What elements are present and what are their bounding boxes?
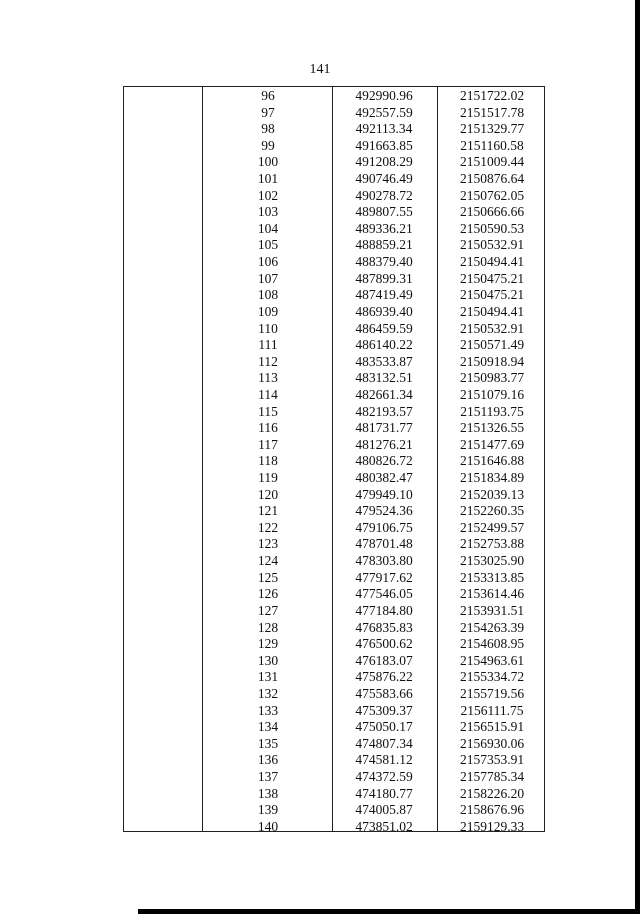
table-row	[0, 570, 640, 587]
table-row	[0, 138, 640, 155]
x-coordinate-cell: 479106.75	[355, 519, 413, 535]
y-coordinate-cell: 2156515.91	[459, 719, 525, 735]
y-coordinate-cell: 2154263.39	[459, 619, 525, 635]
x-coordinate-cell: 492557.59	[355, 104, 413, 120]
point-number-cell: 139	[257, 802, 279, 818]
x-coordinate-cell: 475876.22	[355, 669, 413, 685]
y-coordinate-cell: 2151009.44	[459, 154, 525, 170]
table-row	[0, 237, 640, 254]
page-number: 141	[309, 62, 331, 77]
x-coordinate-cell: 489807.55	[355, 204, 413, 220]
y-coordinate-cell: 2150571.49	[459, 337, 525, 353]
y-coordinate-cell: 2150494.41	[459, 303, 525, 319]
x-coordinate-cell: 481276.21	[355, 436, 413, 452]
y-coordinate-cell: 2151517.78	[459, 104, 525, 120]
x-coordinate-cell: 479949.10	[355, 486, 413, 502]
x-coordinate-cell: 476500.62	[355, 636, 413, 652]
table-row	[0, 453, 640, 470]
point-number-cell: 99	[261, 137, 275, 153]
x-coordinate-cell: 491208.29	[355, 154, 413, 170]
y-coordinate-cell: 2157785.34	[459, 768, 525, 784]
point-number-cell: 103	[257, 204, 279, 220]
point-number-cell: 131	[257, 669, 279, 685]
y-coordinate-cell: 2159129.33	[459, 818, 525, 834]
table-row	[0, 620, 640, 637]
table-row	[0, 703, 640, 720]
point-number-cell: 115	[258, 403, 278, 419]
x-coordinate-cell: 480826.72	[355, 453, 413, 469]
y-coordinate-cell: 2153614.46	[459, 586, 525, 602]
table-row	[0, 254, 640, 271]
table-row	[0, 354, 640, 371]
point-number-cell: 118	[258, 453, 278, 469]
point-number-cell: 105	[257, 237, 279, 253]
point-number-cell: 108	[257, 287, 279, 303]
point-number-cell: 135	[257, 735, 279, 751]
point-number-cell: 104	[257, 220, 279, 236]
point-number-cell: 110	[258, 320, 278, 336]
point-number-cell: 107	[257, 270, 279, 286]
table-row	[0, 287, 640, 304]
x-coordinate-cell: 479524.36	[355, 503, 413, 519]
table-row	[0, 470, 640, 487]
y-coordinate-cell: 2158676.96	[459, 802, 525, 818]
y-coordinate-cell: 2150666.66	[459, 204, 525, 220]
x-coordinate-cell: 489336.21	[355, 220, 413, 236]
point-number-cell: 121	[257, 503, 279, 519]
table-row	[0, 337, 640, 354]
table-row	[0, 171, 640, 188]
y-coordinate-cell: 2150918.94	[459, 353, 525, 369]
y-coordinate-cell: 2156111.75	[460, 702, 524, 718]
table-row	[0, 752, 640, 769]
y-coordinate-cell: 2150532.91	[459, 237, 525, 253]
table-row	[0, 653, 640, 670]
point-number-cell: 119	[258, 470, 278, 486]
x-coordinate-cell: 491663.85	[355, 137, 413, 153]
x-coordinate-cell: 483533.87	[355, 353, 413, 369]
y-coordinate-cell: 2154608.95	[459, 636, 525, 652]
table-row	[0, 520, 640, 537]
y-coordinate-cell: 2152753.88	[459, 536, 525, 552]
table-row	[0, 420, 640, 437]
point-number-cell: 136	[257, 752, 279, 768]
point-number-cell: 97	[261, 104, 275, 120]
y-coordinate-cell: 2155334.72	[459, 669, 525, 685]
x-coordinate-cell: 474807.34	[355, 735, 413, 751]
y-coordinate-cell: 2152260.35	[459, 503, 525, 519]
y-coordinate-cell: 2151722.02	[459, 88, 525, 103]
y-coordinate-cell: 2153025.90	[459, 553, 525, 569]
x-coordinate-cell: 490746.49	[355, 171, 413, 187]
y-coordinate-cell: 2150876.64	[459, 171, 525, 187]
table-row	[0, 321, 640, 338]
table-row	[0, 769, 640, 786]
table-row	[0, 553, 640, 570]
table-body	[0, 88, 640, 835]
table-row	[0, 669, 640, 686]
table-row	[0, 719, 640, 736]
x-coordinate-cell: 487419.49	[355, 287, 413, 303]
table-row	[0, 802, 640, 819]
y-coordinate-cell: 2153313.85	[459, 569, 525, 585]
table-row	[0, 154, 640, 171]
table-row	[0, 271, 640, 288]
x-coordinate-cell: 477546.05	[355, 586, 413, 602]
table-row	[0, 105, 640, 122]
table-row	[0, 437, 640, 454]
y-coordinate-cell: 2150475.21	[459, 270, 525, 286]
x-coordinate-cell: 475309.37	[355, 702, 413, 718]
table-row	[0, 370, 640, 387]
table-row	[0, 686, 640, 703]
point-number-cell: 123	[257, 536, 279, 552]
table-row	[0, 188, 640, 205]
table-row	[0, 536, 640, 553]
point-number-cell: 124	[257, 553, 279, 569]
point-number-cell: 117	[258, 436, 278, 452]
scan-border-bottom	[138, 909, 640, 914]
x-coordinate-cell: 488379.40	[355, 254, 413, 270]
table-row	[0, 304, 640, 321]
point-number-cell: 134	[257, 719, 279, 735]
x-coordinate-cell: 481731.77	[355, 420, 413, 436]
point-number-cell: 96	[261, 88, 275, 103]
point-number-cell: 129	[257, 636, 279, 652]
point-number-cell: 132	[257, 685, 279, 701]
x-coordinate-cell: 478701.48	[355, 536, 413, 552]
point-number-cell: 137	[257, 768, 279, 784]
x-coordinate-cell: 477184.80	[355, 602, 413, 618]
point-number-cell: 101	[257, 171, 279, 187]
x-coordinate-cell: 478303.80	[355, 553, 413, 569]
y-coordinate-cell: 2151193.75	[460, 403, 524, 419]
x-coordinate-cell: 486140.22	[355, 337, 413, 353]
x-coordinate-cell: 473851.02	[355, 818, 413, 834]
x-coordinate-cell: 487899.31	[355, 270, 413, 286]
table-row	[0, 487, 640, 504]
point-number-cell: 116	[258, 420, 278, 436]
y-coordinate-cell: 2150494.41	[459, 254, 525, 270]
point-number-cell: 133	[257, 702, 279, 718]
y-coordinate-cell: 2152039.13	[459, 486, 525, 502]
point-number-cell: 109	[257, 303, 279, 319]
table-row	[0, 404, 640, 421]
y-coordinate-cell: 2151326.55	[459, 420, 525, 436]
y-coordinate-cell: 2155719.56	[459, 685, 525, 701]
x-coordinate-cell: 480382.47	[355, 470, 413, 486]
x-coordinate-cell: 476183.07	[355, 652, 413, 668]
table-row	[0, 204, 640, 221]
y-coordinate-cell: 2151834.89	[459, 470, 525, 486]
point-number-cell: 140	[257, 818, 279, 834]
point-number-cell: 120	[257, 486, 279, 502]
point-number-cell: 100	[257, 154, 279, 170]
table-row	[0, 586, 640, 603]
table-row	[0, 221, 640, 238]
point-number-cell: 130	[257, 652, 279, 668]
table-row	[0, 387, 640, 404]
y-coordinate-cell: 2151329.77	[459, 121, 525, 137]
x-coordinate-cell: 474005.87	[355, 802, 413, 818]
point-number-cell: 122	[257, 519, 279, 535]
x-coordinate-cell: 476835.83	[355, 619, 413, 635]
point-number-cell: 138	[257, 785, 279, 801]
x-coordinate-cell: 477917.62	[355, 569, 413, 585]
point-number-cell: 98	[261, 121, 275, 137]
x-coordinate-cell: 490278.72	[355, 187, 413, 203]
x-coordinate-cell: 482193.57	[355, 403, 413, 419]
y-coordinate-cell: 2150762.05	[459, 187, 525, 203]
y-coordinate-cell: 2152499.57	[459, 519, 525, 535]
x-coordinate-cell: 474581.12	[355, 752, 413, 768]
x-coordinate-cell: 474372.59	[355, 768, 413, 784]
point-number-cell: 111	[258, 337, 278, 353]
y-coordinate-cell: 2158226.20	[459, 785, 525, 801]
x-coordinate-cell: 474180.77	[355, 785, 413, 801]
point-number-cell: 112	[258, 353, 278, 369]
x-coordinate-cell: 488859.21	[355, 237, 413, 253]
y-coordinate-cell: 2151646.88	[459, 453, 525, 469]
table-row	[0, 636, 640, 653]
point-number-cell: 128	[257, 619, 279, 635]
y-coordinate-cell: 2156930.06	[459, 735, 525, 751]
table-row	[0, 88, 640, 105]
x-coordinate-cell: 475583.66	[355, 685, 413, 701]
x-coordinate-cell: 486939.40	[355, 303, 413, 319]
y-coordinate-cell: 2151477.69	[459, 436, 525, 452]
point-number-cell: 113	[258, 370, 278, 386]
y-coordinate-cell: 2151160.58	[460, 137, 524, 153]
y-coordinate-cell: 2150532.91	[459, 320, 525, 336]
point-number-cell: 114	[258, 386, 278, 402]
point-number-cell: 126	[257, 586, 279, 602]
y-coordinate-cell: 2150475.21	[459, 287, 525, 303]
table-row	[0, 121, 640, 138]
x-coordinate-cell: 483132.51	[355, 370, 413, 386]
y-coordinate-cell: 2150590.53	[459, 220, 525, 236]
x-coordinate-cell: 486459.59	[355, 320, 413, 336]
table-row	[0, 603, 640, 620]
point-number-cell: 125	[257, 569, 279, 585]
x-coordinate-cell: 492113.34	[355, 121, 413, 137]
point-number-cell: 102	[257, 187, 279, 203]
y-coordinate-cell: 2151079.16	[459, 386, 525, 402]
y-coordinate-cell: 2154963.61	[459, 652, 525, 668]
y-coordinate-cell: 2150983.77	[459, 370, 525, 386]
point-number-cell: 106	[257, 254, 279, 270]
x-coordinate-cell: 492990.96	[355, 88, 413, 103]
y-coordinate-cell: 2157353.91	[459, 752, 525, 768]
x-coordinate-cell: 482661.34	[355, 386, 413, 402]
point-number-cell: 127	[257, 602, 279, 618]
table-row	[0, 503, 640, 520]
table-row	[0, 786, 640, 803]
x-coordinate-cell: 475050.17	[355, 719, 413, 735]
table-row	[0, 819, 640, 836]
y-coordinate-cell: 2153931.51	[459, 602, 525, 618]
table-row	[0, 736, 640, 753]
